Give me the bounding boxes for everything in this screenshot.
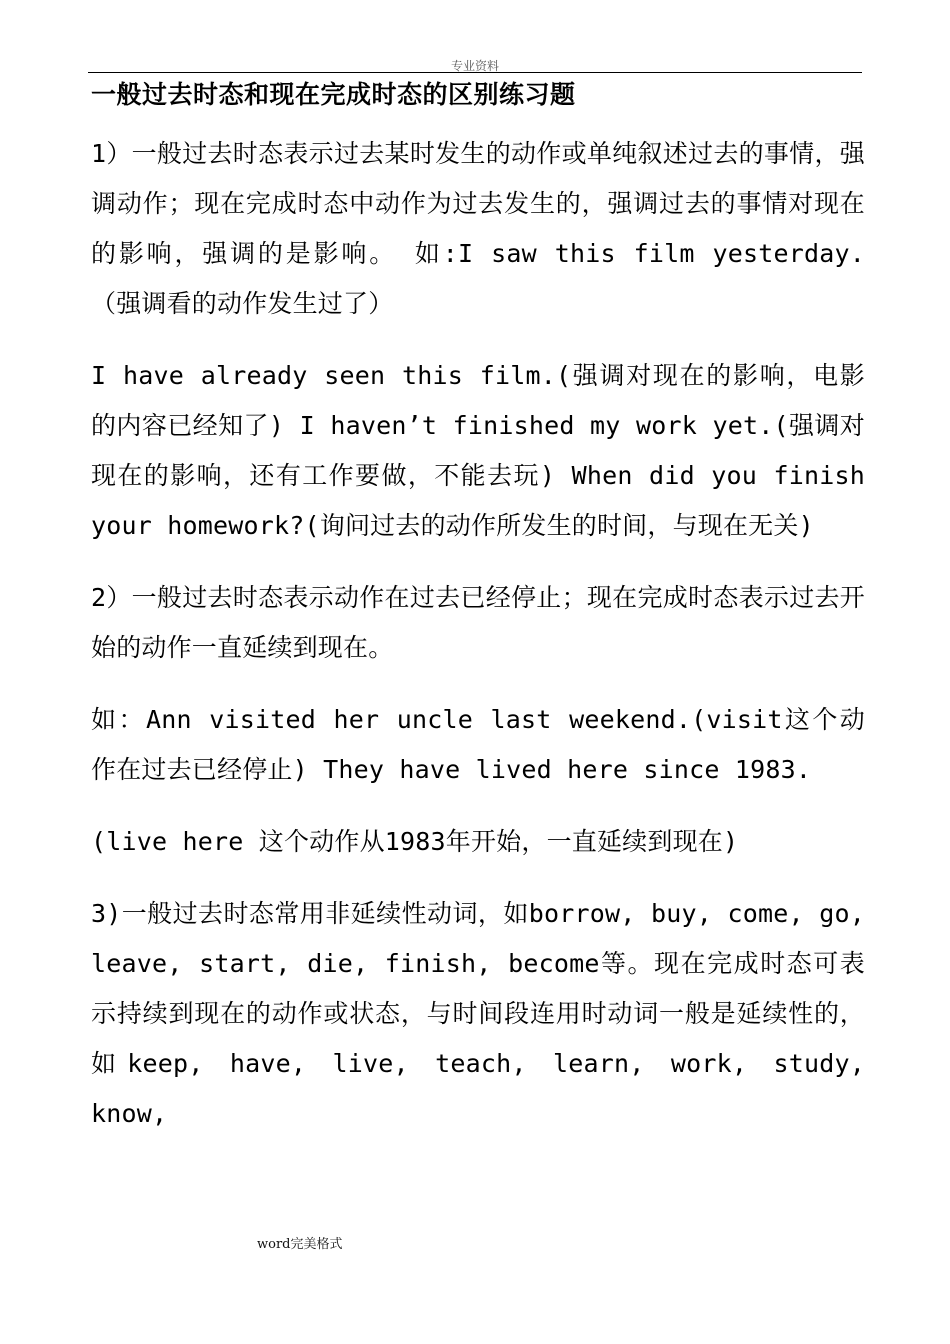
header-divider — [88, 72, 862, 73]
document-body — [91, 76, 865, 1139]
paragraph-5: (live here 这个动作从1983年开始，一直延续到现在) — [91, 827, 739, 856]
paragraph-1: 1）一般过去时态表示过去某时发生的动作或单纯叙述过去的事情，强调动作；现在完成时态中动作为过去发生的，强调过去的事情对现在的影响，强调的是影响。 如:I saw this film yesterday. （强调看的动作发生过了） — [91, 139, 865, 318]
page-footer-label: word完美格式 — [257, 1237, 343, 1252]
paragraph-2: I have already seen this film.(强调对现在的影响，电影的内容已经知了) I haven’t finished my work yet.(强调对现在的影响，还有工作要做，不能去玩) When did you finish your homework?(询问过去的动作所发生的时间，与现在无关) — [91, 361, 865, 540]
paragraph-3: 2）一般过去时态表示动作在过去已经停止；现在完成时态表示过去开始的动作一直延续到现在。 — [91, 583, 865, 662]
document-title: 一般过去时态和现在完成时态的区别练习题 — [91, 80, 576, 109]
paragraph-4: 如：Ann visited her uncle last weekend.(visit这个动作在过去已经停止) They have lived here since 1983. — [91, 705, 865, 784]
paragraph-6: 3)一般过去时态常用非延续性动词，如borrow, buy, come, go, leave, start, die, finish, become等。现在完成时态可表示持续到现在的动作或状态，与时间段连用时动词一般是延续性的，如keep, have, live, teach, learn, work, study, know, — [91, 899, 865, 1128]
page-header-label: 专业资料 — [450, 59, 499, 73]
